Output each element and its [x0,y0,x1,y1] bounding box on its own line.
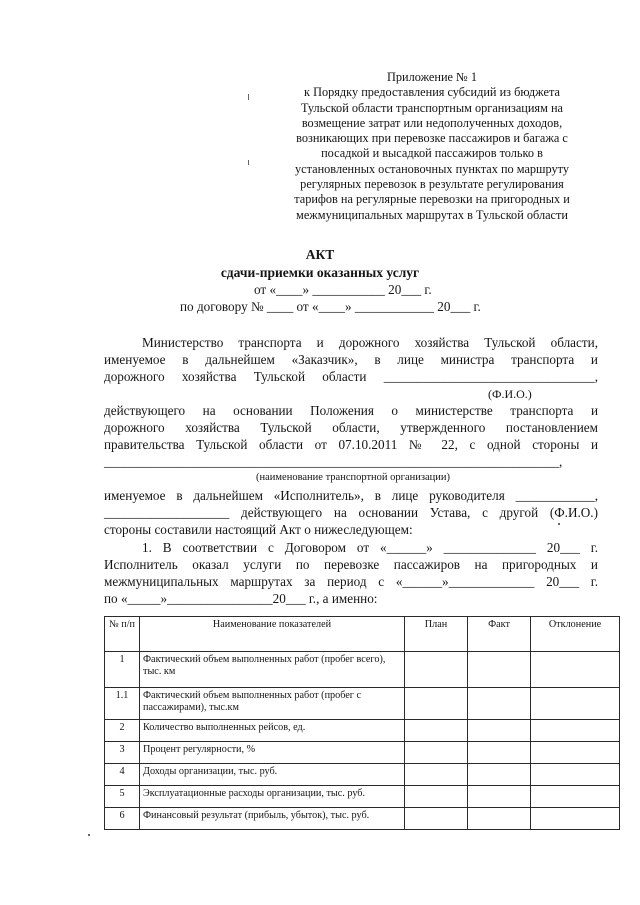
cell-deviation[interactable] [531,720,620,742]
cell-plan[interactable] [405,786,468,808]
row-indicator: Фактический объем выполненных работ (пробег всего), тыс. км [140,652,405,688]
scan-speck [248,94,249,100]
appendix-line: к Порядку предоставления субсидий из бюджета [304,85,560,100]
table-row [105,652,620,688]
scan-speck [248,160,249,165]
appendix-line: возмещение затрат или недополученных доходов, [301,115,563,130]
row-number: 1.1 [105,688,140,720]
body-line: Исполнитель оказал услуги по перевозке пассажиров на пригородных и [104,557,598,572]
row-number: 1 [105,652,140,688]
row-number: 5 [105,786,140,808]
table-row [105,764,620,786]
appendix-title: Приложение № 1 [386,70,478,84]
act-contract-line: по договору № ____ от «____» ____________ 20___ г. [180,299,481,314]
cell-fact[interactable] [468,652,531,688]
row-indicator: Финансовый результат (прибыль, убыток), тыс. руб. [140,808,405,830]
cell-deviation[interactable] [531,742,620,764]
fio-caption: (Ф.И.О.) [488,387,532,401]
cell-plan[interactable] [405,688,468,720]
body-line: Министерство транспорта и дорожного хозяйства Тульской области, [142,335,598,350]
appendix-line: межмуниципальных маршрутах в Тульской области [296,207,568,222]
scan-speck [88,834,90,836]
cell-plan[interactable] [405,652,468,688]
appendix-line: возникающих при перевозке пассажиров и багажа с [296,131,568,146]
cell-fact[interactable] [468,808,531,830]
scan-speck [558,523,560,525]
body-line: ___________________ действующего на основании Устава, с другой (Ф.И.О.) [104,505,598,520]
col-header-name: Наименование показателей [140,617,405,652]
table-row [105,742,620,764]
col-header-plan: План [405,617,468,652]
body-line: дорожного хозяйства Тульской области, утвержденного постановлением [104,420,598,435]
appendix-line: установленных остановочных пунктах по маршруту [294,161,570,176]
col-header-deviation: Отклонение [531,617,620,652]
col-header-fact: Факт [468,617,531,652]
cell-fact[interactable] [468,764,531,786]
body-line: _____________________________________________________________________, [104,454,563,469]
act-subtitle: сдачи-приемки оказанных услуг [220,265,420,280]
body-line: стороны составили настоящий Акт о нижеследующем: [104,522,413,537]
cell-fact[interactable] [468,786,531,808]
cell-deviation[interactable] [531,652,620,688]
table-header-row [105,617,620,652]
cell-plan[interactable] [405,808,468,830]
row-number: 4 [105,764,140,786]
row-number: 2 [105,720,140,742]
table-row [105,688,620,720]
body-line: правительства Тульской области от 07.10.2011 № 22, с одной стороны и [104,437,598,452]
cell-deviation[interactable] [531,688,620,720]
row-number: 3 [105,742,140,764]
row-indicator: Процент регулярности, % [140,742,405,764]
cell-deviation[interactable] [531,764,620,786]
body-line: межмуниципальных маршрутах за период с «______»_____________ 20___ г. [104,574,598,589]
cell-plan[interactable] [405,742,468,764]
cell-fact[interactable] [468,720,531,742]
appendix-line: тарифов на регулярные перевозки на пригородных и [294,192,570,207]
row-indicator: Фактический объем выполненных работ (пробег с пассажирами), тыс.км [140,688,405,720]
row-indicator: Эксплуатационные расходы организации, тыс. руб. [140,786,405,808]
table-row [105,720,620,742]
row-number: 6 [105,808,140,830]
cell-deviation[interactable] [531,786,620,808]
cell-deviation[interactable] [531,808,620,830]
body-line: именуемое в дальнейшем «Исполнитель», в лице руководителя ____________, [104,488,598,503]
appendix-line: посадкой и высадкой пассажиров только в [321,146,543,161]
body-line: именуемое в дальнейшем «Заказчик», в лице министра транспорта и [104,352,598,367]
org-caption: (наименование транспортной организации) [256,472,451,483]
act-title: АКТ [305,247,335,262]
body-line: дорожного хозяйства Тульской области ________________________________, [104,369,598,384]
body-line: действующего на основании Положения о министерстве транспорта и [104,403,598,418]
cell-plan[interactable] [405,764,468,786]
body-line: 1. В соответствии с Договором от «______» ______________ 20___ г. [142,540,598,555]
act-date-line: от «____» ___________ 20___ г. [254,282,432,297]
table-row [105,808,620,830]
appendix-line: Тульской области транспортным организациям на [301,100,563,115]
body-line: по «_____»________________20___ г., а именно: [104,591,378,606]
appendix-line: регулярных перевозок в результате регулирования [300,177,564,192]
cell-plan[interactable] [405,720,468,742]
appendix-block [272,70,592,223]
indicators-table [104,616,620,830]
col-header-number: № п/п [105,617,140,652]
cell-fact[interactable] [468,742,531,764]
cell-fact[interactable] [468,688,531,720]
table-row [105,786,620,808]
row-indicator: Количество выполненных рейсов, ед. [140,720,405,742]
row-indicator: Доходы организации, тыс. руб. [140,764,405,786]
